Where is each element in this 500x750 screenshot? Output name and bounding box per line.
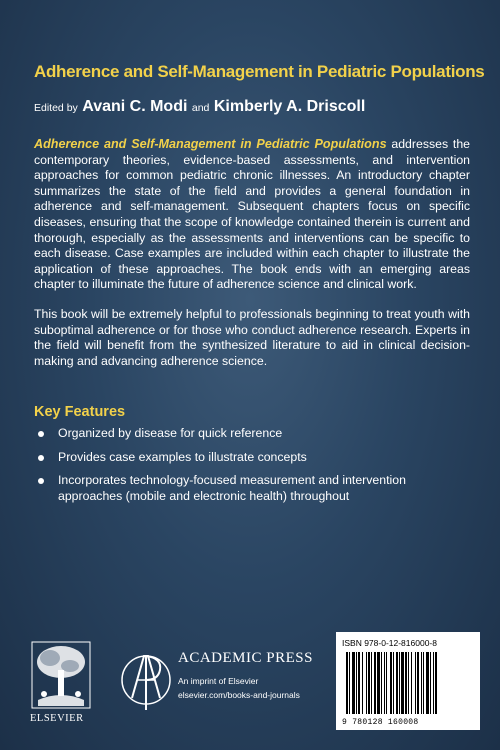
ap-logo-icon — [120, 640, 172, 725]
barcode-digits: 9 780128 160008 — [342, 718, 419, 727]
editors-line — [34, 98, 365, 116]
description-paragraph-1 — [34, 137, 470, 293]
book-title: Adherence and Self-Management in Pediatric Populations — [34, 62, 485, 81]
barcode-icon — [344, 652, 472, 716]
elsevier-wordmark: ELSEVIER — [30, 713, 84, 724]
editors-connector: and — [191, 102, 210, 114]
bullet-icon — [38, 431, 44, 437]
description-paragraph-2: This book will be extremely helpful to professionals beginning to treat youth with suboptimal adherence or for those who conduct adherence research. Experts in the field will benefit from the synthesized literature to aid in clinical decision-making and advancing adherence science. — [34, 306, 470, 368]
elsevier-tree-icon — [30, 640, 92, 715]
editor-2: Kimberly A. Driscoll — [213, 98, 366, 115]
key-features-list — [34, 426, 470, 512]
description-lead-title: Adherence and Self-Management in Pediatric Populations — [34, 137, 387, 151]
imprint-text: An imprint of Elsevier — [178, 676, 259, 686]
editors-prefix: Edited by — [34, 102, 78, 114]
barcode-panel — [336, 632, 480, 730]
bullet-icon — [38, 455, 44, 461]
bullet-icon — [38, 478, 44, 484]
key-feature-item: Organized by disease for quick reference — [34, 426, 470, 442]
isbn-label: ISBN 978-0-12-816000-8 — [342, 638, 437, 648]
description-text-1: addresses the contemporary theories, evidence-based assessments, and intervention approaches for common pediatric chronic illnesses. An introductory chapter summarizes the state of the field and provides a general foundation in adherence and self-management. Subsequent chapters focus on specific diseases, ensuring that the scope of knowledge contained therein is current and thorough, especially as the assessments and interventions can be specific to each disease. Case examples are included within each chapter to illustrate the application of these approaches. The book ends with an emerging areas chapter to illuminate the future of adherence science and clinical work. — [34, 137, 470, 292]
academic-press-wordmark: ACADEMIC PRESS — [178, 650, 313, 666]
publisher-website: elsevier.com/books-and-journals — [178, 690, 300, 700]
key-feature-item: Incorporates technology-focused measurement and intervention approaches (mobile and electronic health) throughout — [34, 473, 470, 504]
editor-1: Avani C. Modi — [82, 98, 188, 115]
description — [34, 137, 470, 383]
key-feature-item: Provides case examples to illustrate concepts — [34, 450, 470, 466]
key-features-heading: Key Features — [34, 404, 126, 420]
